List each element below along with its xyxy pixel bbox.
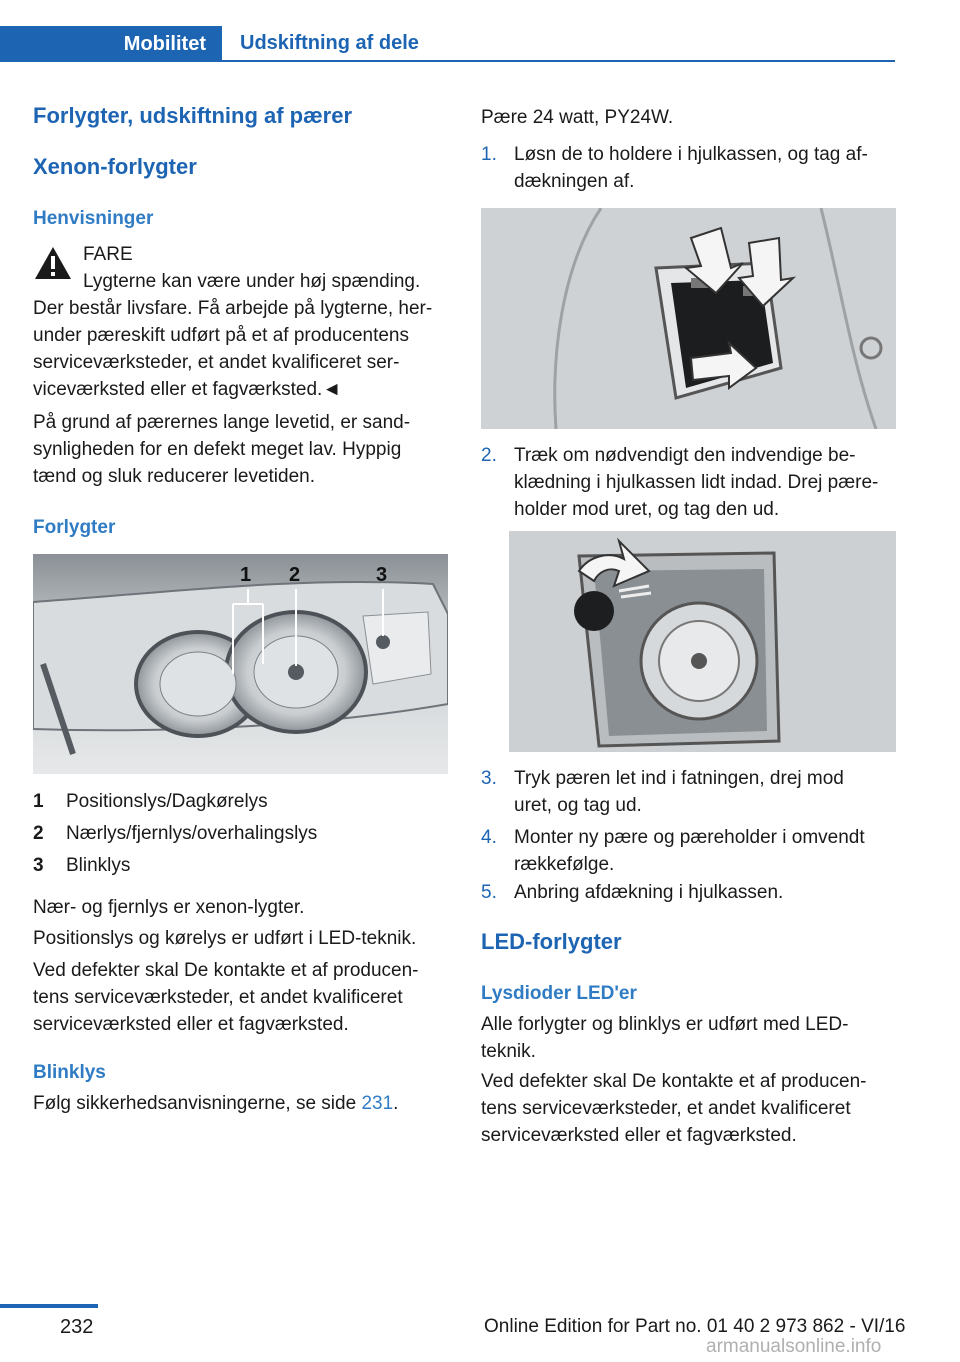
callout-1: 1 [240,564,252,586]
diodes-heading: Lysdioder LED'er [481,983,637,1004]
section-tab-udskiftning[interactable]: Udskiftning af dele [222,26,895,62]
section-tab-mobilitet[interactable]: Mobilitet [0,26,222,62]
headlight-heading: Forlygter [33,517,116,538]
xenon-line: Nær- og fjernlys er xenon-lygter. [33,897,305,918]
wheel-arch-illustration [481,208,896,429]
notes-heading: Henvisninger [33,208,154,229]
legend-row-2: 2 Nærlys/fjernlys/overhalingslys [33,823,318,844]
warning-text: Der består livsfare. Få arbejde på lygterne, her- under pæreskift udført på et af producentens serviceværksteder, et andet kvalificeret ser- viceværksted eller et fagværksted.◄ [33,298,433,400]
warning-label: FARE [83,244,133,265]
legend-row-1: 1 Positionslys/Dagkørelys [33,791,268,812]
wheel-arch-figure [481,208,896,429]
headlight-figure [33,554,448,774]
bulb-holder-illustration [509,531,896,752]
page-link-231[interactable]: 231 [361,1093,394,1114]
blink-paragraph: Følg sikkerhedsanvisningerne, se side 231. [33,1093,399,1114]
callout-2: 2 [289,564,301,586]
edition-text: Online Edition for Part no. 01 40 2 973 862 - VI/16 [484,1316,906,1337]
headlight-illustration [33,554,448,774]
warning-icon [33,245,73,281]
watermark: armanualsonline.info [706,1336,882,1357]
led-line: Positionslys og kørelys er udført i LED-teknik. [33,928,417,949]
bulb-holder-figure [509,531,896,752]
lifetime-paragraph: På grund af pærernes lange levetid, er sand- synligheden for en defekt meget lav. Hyppig tænd og sluk reducerer levetiden. [33,412,411,487]
diodes-paragraph: Alle forlygter og blinklys er udført med LED- teknik. [481,1014,849,1062]
bulb-spec: Pære 24 watt, PY24W. [481,107,674,128]
led-heading: LED-forlygter [481,929,622,954]
led-defect-paragraph: Ved defekter skal De kontakte et af producen- tens serviceværksteder, et andet kvalificeret serviceværksted eller et fagværksted. [481,1071,867,1146]
footer-rule [0,1304,98,1308]
warning-line-1: Lygterne kan være under høj spænding. [83,271,421,292]
page-header [0,0,960,62]
page-number: 232 [60,1316,94,1338]
blink-heading: Blinklys [33,1062,106,1083]
legend-row-3: 3 Blinklys [33,855,131,876]
defect-paragraph: Ved defekter skal De kontakte et af producen- tens serviceværksteder, et andet kvalificeret serviceværksted eller et fagværksted. [33,960,419,1035]
xenon-heading: Xenon-forlygter [33,154,197,179]
callout-3: 3 [376,564,388,586]
page-title: Forlygter, udskiftning af pærer [33,103,353,128]
